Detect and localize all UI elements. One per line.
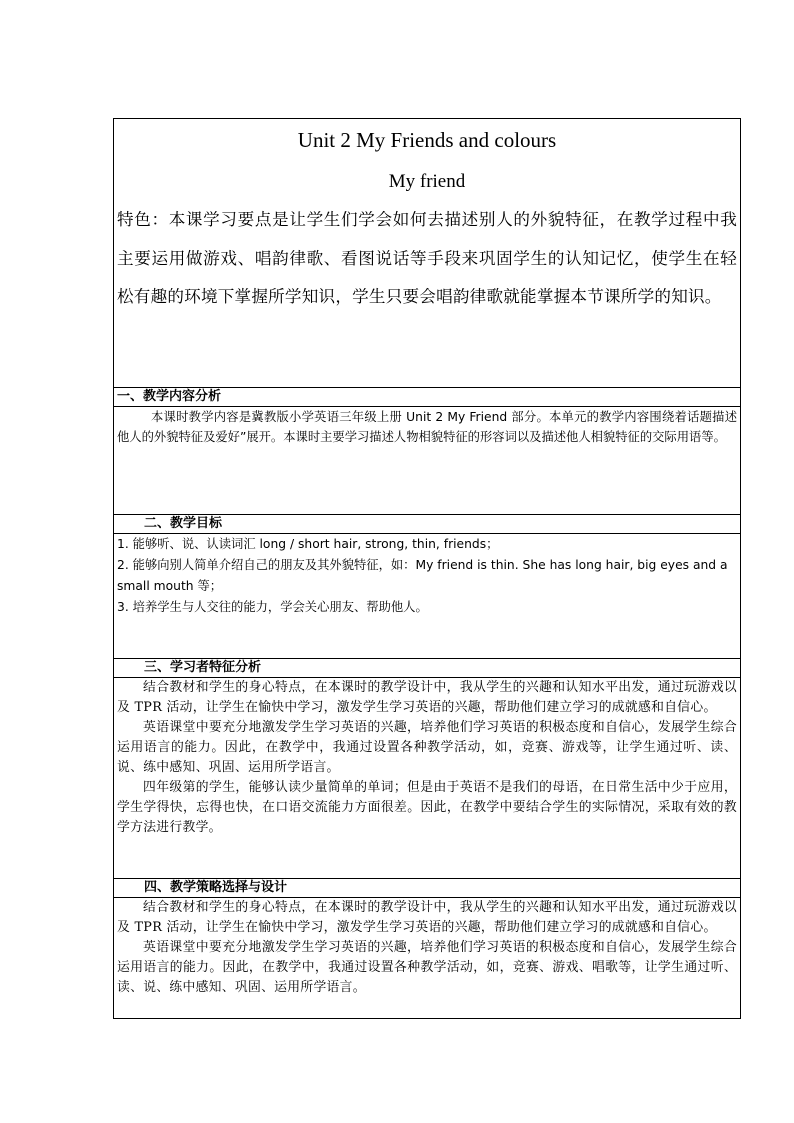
paragraph: 英语课堂中要充分地激发学生学习英语的兴趣，培养他们学习英语的积极态度和自信心，发展学生综合运用语言的能力。因此，在教学中，我通过设置各种教学活动，如，竞赛、游戏、唱歌等，让学生通过听、读、说、练中感知、巩固、运用所学语言。 bbox=[117, 940, 737, 995]
goal-item: 3. 培养学生与人交往的能力，学会关心朋友、帮助他人。 bbox=[117, 600, 428, 614]
section-body-content-analysis bbox=[114, 407, 741, 515]
section-heading-content-analysis: 一、教学内容分析 bbox=[114, 388, 741, 407]
paragraph: 英语课堂中要充分地激发学生学习英语的兴趣，培养他们学习英语的积极态度和自信心，发展学生综合运用语言的能力。因此，在教学中，我通过设置各种教学活动，如，竞赛、游戏等，让学生通过听、读、说、练中感知、巩固、运用所学语言。 bbox=[117, 720, 737, 775]
paragraph: 结合教材和学生的身心特点，在本课时的教学设计中，我从学生的兴趣和认知水平出发，通过玩游戏以及 TPR 活动，让学生在愉快中学习，激发学生学习英语的兴趣，帮助他们建立学习的成就感和自信心。 bbox=[117, 680, 737, 715]
document-subtitle: My friend bbox=[388, 171, 466, 192]
document-title: Unit 2 My Friends and colours bbox=[297, 128, 557, 152]
section-heading-learner-analysis: 三、学习者特征分析 bbox=[114, 659, 741, 678]
section-heading-teaching-goals: 二、教学目标 bbox=[114, 515, 741, 534]
lesson-plan-table bbox=[113, 118, 741, 1019]
paragraph: 结合教材和学生的身心特点，在本课时的教学设计中，我从学生的兴趣和认知水平出发，通过玩游戏以及 TPR 活动，让学生在愉快中学习，激发学生学习英语的兴趣，帮助他们建立学习的成就感和自信心。 bbox=[117, 900, 737, 935]
goal-item: 1. 能够听、说、认读词汇 long / short hair, strong, thin, friends； bbox=[117, 537, 499, 551]
title-cell bbox=[114, 119, 741, 388]
paragraph: 四年级第的学生，能够认读少量简单的单词；但是由于英语不是我们的母语，在日常生活中少于应用，学生学得快，忘得也快，在口语交流能力方面很差。因此，在教学中要结合学生的实际情况，采取有效的教学方法进行教学。 bbox=[117, 780, 737, 835]
feature-description: 特色：本课学习要点是让学生们学会如何去描述别人的外貌特征，在教学过程中我主要运用做游戏、唱韵律歌、看图说话等手段来巩固学生的认知记忆，使学生在轻松有趣的环境下掌握所学知识，学生只要会唱韵律歌就能掌握本节课所学的知识。 bbox=[117, 210, 737, 306]
section-body-teaching-goals bbox=[114, 534, 741, 659]
section-body-learner-analysis bbox=[114, 678, 741, 879]
section-heading-teaching-strategy: 四、教学策略选择与设计 bbox=[114, 879, 741, 898]
goal-item: 2. 能够向别人简单介绍自己的朋友及其外貌特征，如：My friend is thin. She has long hair, big eyes and a small mouth 等； bbox=[117, 558, 728, 593]
paragraph: 本课时教学内容是冀教版小学英语三年级上册 Unit 2 My Friend 部分。本单元的教学内容围绕着话题描述他人的外貌特征及爱好”展开。本课时主要学习描述人物相貌特征的形容词以及描述他人相貌特征的交际用语等。 bbox=[117, 410, 737, 444]
section-body-teaching-strategy bbox=[114, 898, 741, 1019]
